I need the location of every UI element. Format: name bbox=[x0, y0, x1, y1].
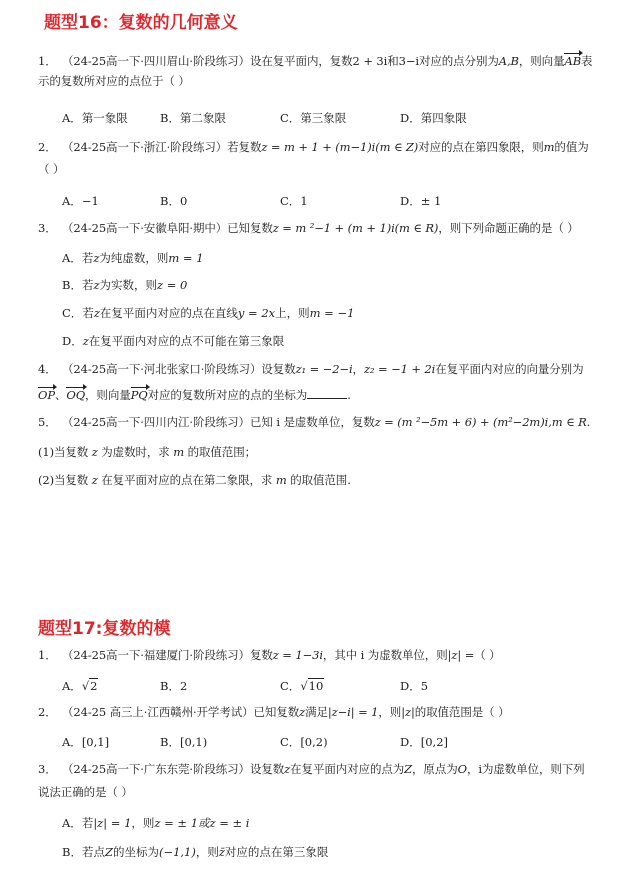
q17-3-option-a[interactable]: A．若|z| = 1，则z = ± 1或z = ± i bbox=[62, 816, 250, 830]
question-text: 满足 bbox=[305, 705, 328, 719]
vector-oq: OQ bbox=[66, 388, 86, 402]
question-text: （24-25高一下·四川眉山·阶段练习）设在复平面内，复数2 + 3i和3−i对应的点分别为 bbox=[62, 54, 499, 68]
q17-2-line1 bbox=[38, 705, 510, 719]
question-text: ，则向量 bbox=[518, 54, 565, 68]
question-number: 2． bbox=[38, 705, 57, 719]
question-number: 1． bbox=[38, 648, 57, 662]
math-z2: z₂ = −1 + 2i bbox=[363, 362, 436, 376]
question-number: 4． bbox=[38, 362, 57, 376]
math-modulus: |z| bbox=[447, 648, 462, 662]
question-text: （24-25高一下·河北张家口·阶段练习）设复数 bbox=[62, 362, 296, 376]
question-number: 2． bbox=[38, 140, 57, 154]
question-number: 3． bbox=[38, 762, 57, 776]
option-b[interactable]: B．第二象限 bbox=[160, 111, 226, 125]
question-text: （24-25高一下·四川内江·阶段练习）已知 i 是虚数单位，复数 bbox=[62, 415, 375, 429]
section-16-title: 题型16：复数的几何意义 bbox=[44, 13, 238, 33]
question-text: ，则 bbox=[378, 705, 402, 719]
period: . bbox=[347, 388, 351, 402]
question-text: （24-25高一下·浙江·阶段练习）若复数 bbox=[62, 140, 262, 154]
question-text: （24-25高一下·福建厦门·阶段练习）复数 bbox=[62, 648, 273, 662]
math-var: O bbox=[457, 762, 467, 776]
separator: 、 bbox=[54, 388, 67, 402]
q16-4-line1 bbox=[38, 362, 583, 376]
question-number: 5． bbox=[38, 415, 57, 429]
vector-ab: AB bbox=[564, 54, 582, 68]
question-text: =（ ） bbox=[461, 648, 501, 662]
question-text: 的取值范围是（ ） bbox=[414, 705, 510, 719]
math-expression: z = (m ²−5m + 6) + (m²−2m)i,m ∈ R bbox=[374, 415, 587, 429]
option-c[interactable]: C．1 bbox=[280, 194, 308, 208]
vector-op: OP bbox=[38, 388, 55, 402]
math-points: A,B bbox=[498, 54, 519, 68]
question-text: 的值为 bbox=[554, 140, 589, 154]
option-c[interactable]: C．[0,2) bbox=[280, 735, 328, 749]
option-d[interactable]: D．第四象限 bbox=[400, 111, 467, 125]
q16-3-option-c[interactable]: C．若z在复平面内对应的点在直线y = 2x上，则m = −1 bbox=[62, 306, 355, 320]
question-text: ， bbox=[352, 362, 364, 376]
section-17-title: 题型17:复数的模 bbox=[38, 619, 171, 639]
q16-2-line1 bbox=[38, 140, 589, 154]
period: . bbox=[586, 415, 591, 429]
math-modulus: |z| bbox=[401, 705, 415, 719]
math-condition: |z−i| = 1 bbox=[327, 705, 379, 719]
q16-4-line2 bbox=[38, 388, 351, 402]
q16-3-option-b[interactable]: B．若z为实数，则z = 0 bbox=[62, 278, 188, 292]
math-z1: z₁ = −2−i bbox=[295, 362, 353, 376]
option-c[interactable]: C．√10 bbox=[280, 679, 324, 693]
option-a[interactable]: A．[0,1] bbox=[62, 735, 110, 749]
q17-3-option-b[interactable]: B．若点Z的坐标为(−1,1)，则z̄对应的点在第三象限 bbox=[62, 845, 329, 859]
question-text: （24-25 高三上·江西赣州·开学考试）已知复数 bbox=[62, 705, 300, 719]
q16-3-line1 bbox=[38, 221, 579, 235]
question-text: （24-25高一下·广东东莞·阶段练习）设复数 bbox=[62, 762, 285, 776]
question-text: ，其中 i 为虚数单位，则 bbox=[322, 648, 448, 662]
q16-5-line1 bbox=[38, 415, 590, 429]
question-text: 在复平面内对应的向量分别为 bbox=[435, 362, 584, 376]
q17-3-line1 bbox=[38, 762, 585, 776]
option-c[interactable]: C．第三象限 bbox=[280, 111, 347, 125]
question-number: 3． bbox=[38, 221, 57, 235]
question-text: 在复平面内对应的点为 bbox=[290, 762, 405, 776]
option-b[interactable]: B．0 bbox=[160, 194, 188, 208]
q16-3-option-a[interactable]: A．若z为纯虚数，则m = 1 bbox=[62, 251, 204, 265]
question-number: 1． bbox=[38, 54, 57, 68]
option-a[interactable]: A．第一象限 bbox=[62, 111, 128, 125]
math-expression: z = 1−3i bbox=[272, 648, 323, 662]
math-var: z bbox=[299, 705, 306, 719]
option-a[interactable]: A．√2 bbox=[62, 679, 98, 693]
option-d[interactable]: D．[0,2] bbox=[400, 735, 448, 749]
q16-1-line1 bbox=[38, 54, 592, 68]
math-expression: z = m + 1 + (m−1)i(m ∈ Z) bbox=[261, 140, 419, 154]
question-text: ，则向量 bbox=[85, 388, 131, 402]
q16-2-line2: （ ） bbox=[38, 162, 65, 176]
question-text: （24-25高一下·安徽阜阳·期中）已知复数 bbox=[62, 221, 273, 235]
answer-blank[interactable] bbox=[307, 388, 347, 399]
option-d[interactable]: D．± 1 bbox=[400, 194, 442, 208]
question-text: 表 bbox=[581, 54, 593, 68]
math-var: Z bbox=[404, 762, 413, 776]
vector-pq: PQ bbox=[130, 388, 148, 402]
option-a[interactable]: A．−1 bbox=[62, 194, 99, 208]
q16-5-sub1: (1)当复数 z 为虚数时，求 m 的取值范围； bbox=[38, 445, 257, 459]
question-text: ，原点为 bbox=[412, 762, 458, 776]
math-var: z bbox=[284, 762, 291, 776]
q16-3-option-d[interactable]: D．z在复平面内对应的点不可能在第三象限 bbox=[62, 334, 285, 348]
question-text: 对应的点在第四象限，则 bbox=[418, 140, 544, 154]
math-expression: z = m ²−1 + (m + 1)i(m ∈ R) bbox=[272, 221, 439, 235]
q17-3-line2: 说法正确的是（ ） bbox=[38, 785, 133, 799]
math-var: m bbox=[543, 140, 555, 154]
option-b[interactable]: B．2 bbox=[160, 679, 188, 693]
option-d[interactable]: D．5 bbox=[400, 679, 429, 693]
option-b[interactable]: B．[0,1) bbox=[160, 735, 208, 749]
q16-1-line2: 示的复数所对应的点位于（ ） bbox=[38, 74, 190, 88]
question-text: ，i为虚数单位，则下列 bbox=[466, 762, 585, 776]
question-text: 对应的复数所对应的点的坐标为 bbox=[147, 388, 308, 402]
question-text: ，则下列命题正确的是（ ） bbox=[438, 221, 579, 235]
q17-1-line1 bbox=[38, 648, 501, 662]
q16-5-sub2: (2)当复数 z 在复平面对应的点在第二象限，求 m 的取值范围. bbox=[38, 473, 351, 487]
